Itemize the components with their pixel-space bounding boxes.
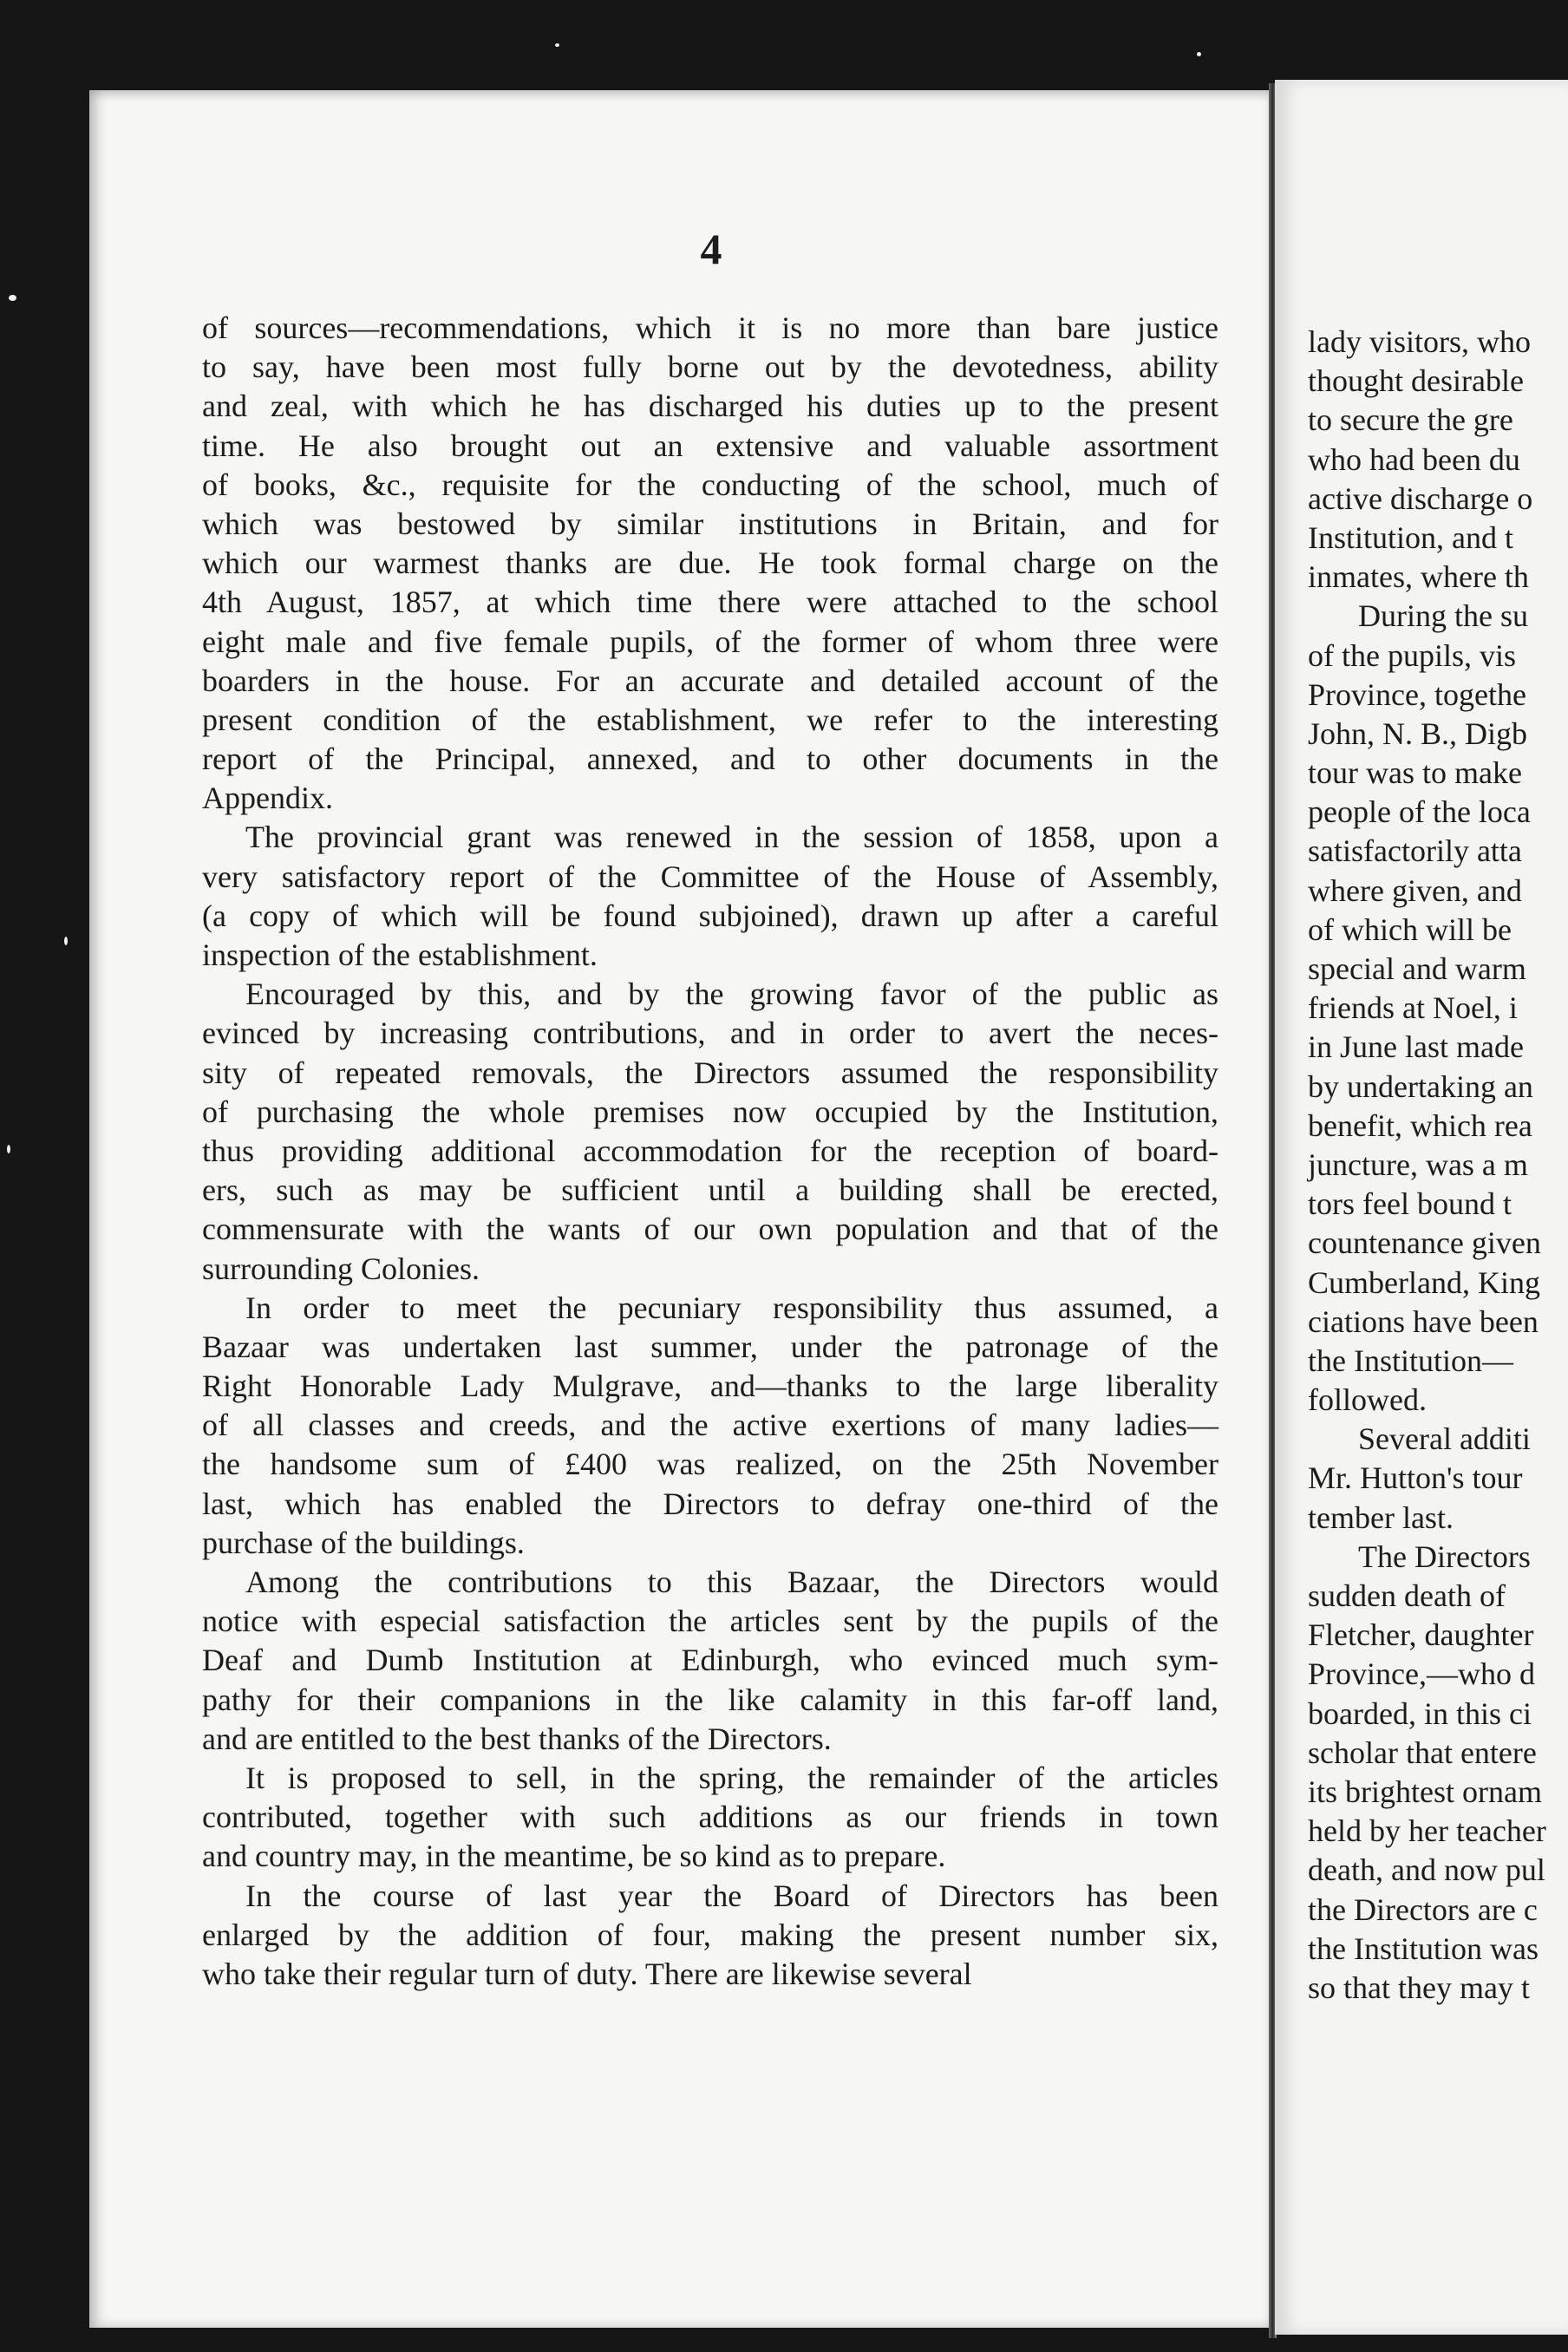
side-text-line: by undertaking an (1308, 1068, 1533, 1104)
text-line: Right Honorable Lady Mulgrave, and—thanks to the large liberality (202, 1369, 1218, 1404)
text-line: notice with especial satisfaction the articles sent by the pupils of the (202, 1604, 1218, 1639)
text-line: and country may, in the meantime, be so kind as to prepare. (202, 1839, 946, 1874)
text-line: commensurate with the wants of our own population and that of the (202, 1212, 1218, 1247)
text-line: of sources—recommendations, which it is no more than bare justice (202, 310, 1218, 345)
dust-speck (7, 1145, 10, 1153)
side-text-line: countenance given (1308, 1225, 1541, 1261)
text-line: and zeal, with which he has discharged his duties up to the present (202, 389, 1218, 424)
side-text-line: tember last. (1308, 1499, 1454, 1535)
side-text-line: inmates, where th (1308, 559, 1529, 595)
text-line: Bazaar was undertaken last summer, under the patronage of the (202, 1329, 1218, 1364)
side-text-line: in June last made (1308, 1029, 1524, 1065)
side-text-line: active discharge o (1308, 480, 1533, 516)
page-number: 4 (700, 225, 722, 273)
text-line: In the course of last year the Board of Directors has been (245, 1878, 1218, 1913)
side-text-line: The Directors (1358, 1539, 1531, 1574)
side-text-line: followed. (1308, 1382, 1427, 1418)
text-line: evinced by increasing contributions, and in order to avert the neces- (202, 1016, 1218, 1051)
text-line: present condition of the establishment, we refer to the interesting (202, 702, 1218, 737)
dust-speck (64, 937, 68, 945)
side-text-line: benefit, which rea (1308, 1107, 1532, 1143)
text-line: sity of repeated removals, the Directors assumed the responsibility (202, 1055, 1218, 1090)
side-text-column (1308, 323, 1568, 2008)
text-line: Appendix. (202, 781, 333, 816)
text-line: and are entitled to the best thanks of the Directors. (202, 1721, 832, 1756)
dust-speck (9, 295, 16, 301)
text-line: Deaf and Dumb Institution at Edinburgh, who evinced much sym- (202, 1643, 1218, 1678)
side-text-line: Fletcher, daughter (1308, 1617, 1534, 1653)
text-line: very satisfactory report of the Committee of the House of Assembly, (202, 859, 1218, 894)
side-text-line: Province,—who d (1308, 1656, 1535, 1692)
text-line: surrounding Colonies. (202, 1251, 480, 1286)
side-text-line: the Directors are c (1308, 1891, 1538, 1927)
text-line: thus providing additional accommodation for the reception of board- (202, 1133, 1218, 1168)
side-text-line: special and warm (1308, 951, 1526, 986)
side-text-line: to secure the gre (1308, 402, 1513, 438)
side-text-line: of which will be (1308, 911, 1512, 947)
side-text-line: Several additi (1358, 1421, 1531, 1457)
text-line: time. He also brought out an extensive and valuable assortment (202, 428, 1218, 463)
side-text-line: boarded, in this ci (1308, 1695, 1532, 1731)
side-text-line: death, and now pul (1308, 1852, 1545, 1888)
text-line: enlarged by the addition of four, making the present number six, (202, 1917, 1218, 1952)
side-text-line: thought desirable (1308, 363, 1524, 399)
text-line: In order to meet the pecuniary responsibility thus assumed, a (245, 1290, 1218, 1325)
text-line: eight male and five female pupils, of the former of whom three were (202, 624, 1218, 659)
text-line: (a copy of which will be found subjoined), drawn up after a careful (202, 898, 1218, 933)
side-text-line: tour was to make (1308, 755, 1522, 791)
side-text-line: satisfactorily atta (1308, 833, 1522, 869)
text-line: Encouraged by this, and by the growing favor of the public as (245, 977, 1218, 1012)
side-text-line: tors feel bound t (1308, 1186, 1512, 1222)
side-text-line: ciations have been (1308, 1303, 1539, 1339)
dust-speck (555, 43, 559, 47)
right-page-clip (1275, 80, 1568, 2335)
side-text-line: John, N. B., Digb (1308, 715, 1528, 751)
text-line: of all classes and creeds, and the active exertions of many ladies— (202, 1408, 1218, 1443)
side-text-line: lady visitors, who (1308, 324, 1531, 359)
text-line: of books, &c., requisite for the conducting of the school, much of (202, 467, 1218, 502)
side-text-line: Institution, and t (1308, 519, 1513, 555)
text-line: which was bestowed by similar institutions in Britain, and for (202, 506, 1218, 541)
side-text-line: its brightest ornam (1308, 1774, 1542, 1809)
side-text-line: friends at Noel, i (1308, 990, 1518, 1026)
text-line: purchase of the buildings. (202, 1525, 525, 1560)
side-text-line: scholar that entere (1308, 1735, 1537, 1770)
text-line: the handsome sum of £400 was realized, on the 25th November (202, 1447, 1218, 1482)
text-line: The provincial grant was renewed in the session of 1858, upon a (245, 820, 1218, 855)
text-line: which our warmest thanks are due. He took formal charge on the (202, 546, 1218, 581)
side-text-line: the Institution— (1308, 1343, 1513, 1378)
text-line: contributed, together with such additions as our friends in town (202, 1800, 1218, 1835)
text-line: ers, such as may be sufficient until a building shall be erected, (202, 1173, 1218, 1208)
side-text-line: Province, togethe (1308, 676, 1526, 712)
side-text-line: Mr. Hutton's tour (1308, 1460, 1523, 1496)
text-line: Among the contributions to this Bazaar, the Directors would (245, 1565, 1218, 1599)
side-text-line: who had been du (1308, 441, 1520, 477)
side-text-line: held by her teacher (1308, 1813, 1546, 1849)
text-line: last, which has enabled the Directors to defray one-third of the (202, 1486, 1218, 1521)
text-line: report of the Principal, annexed, and to other documents in the (202, 742, 1218, 777)
text-line: pathy for their companions in the like calamity in this far-off land, (202, 1682, 1218, 1717)
text-line: of purchasing the whole premises now occupied by the Institution, (202, 1094, 1218, 1129)
text-line: inspection of the establishment. (202, 938, 598, 972)
side-text-line: so that they may t (1308, 1970, 1530, 2005)
side-text-line: where given, and (1308, 872, 1522, 908)
side-text-line: Cumberland, King (1308, 1264, 1540, 1300)
text-line: It is proposed to sell, in the spring, the remainder of the articles (245, 1760, 1218, 1795)
main-text-column (202, 309, 1218, 1994)
text-line: 4th August, 1857, at which time there were attached to the school (202, 585, 1218, 620)
side-text-line: During the su (1358, 598, 1528, 634)
side-text-line: the Institution was (1308, 1931, 1539, 1966)
side-text-line: sudden death of (1308, 1578, 1506, 1613)
text-line: to say, have been most fully borne out by the devotedness, ability (202, 350, 1218, 385)
side-text-line: juncture, was a m (1308, 1147, 1528, 1182)
side-text-line: people of the loca (1308, 794, 1531, 830)
side-text-line: of the pupils, vis (1308, 637, 1516, 673)
text-line: boarders in the house. For an accurate and detailed account of the (202, 663, 1218, 698)
text-line: who take their regular turn of duty. There are likewise several (202, 1956, 972, 1991)
dust-speck (1197, 52, 1201, 56)
